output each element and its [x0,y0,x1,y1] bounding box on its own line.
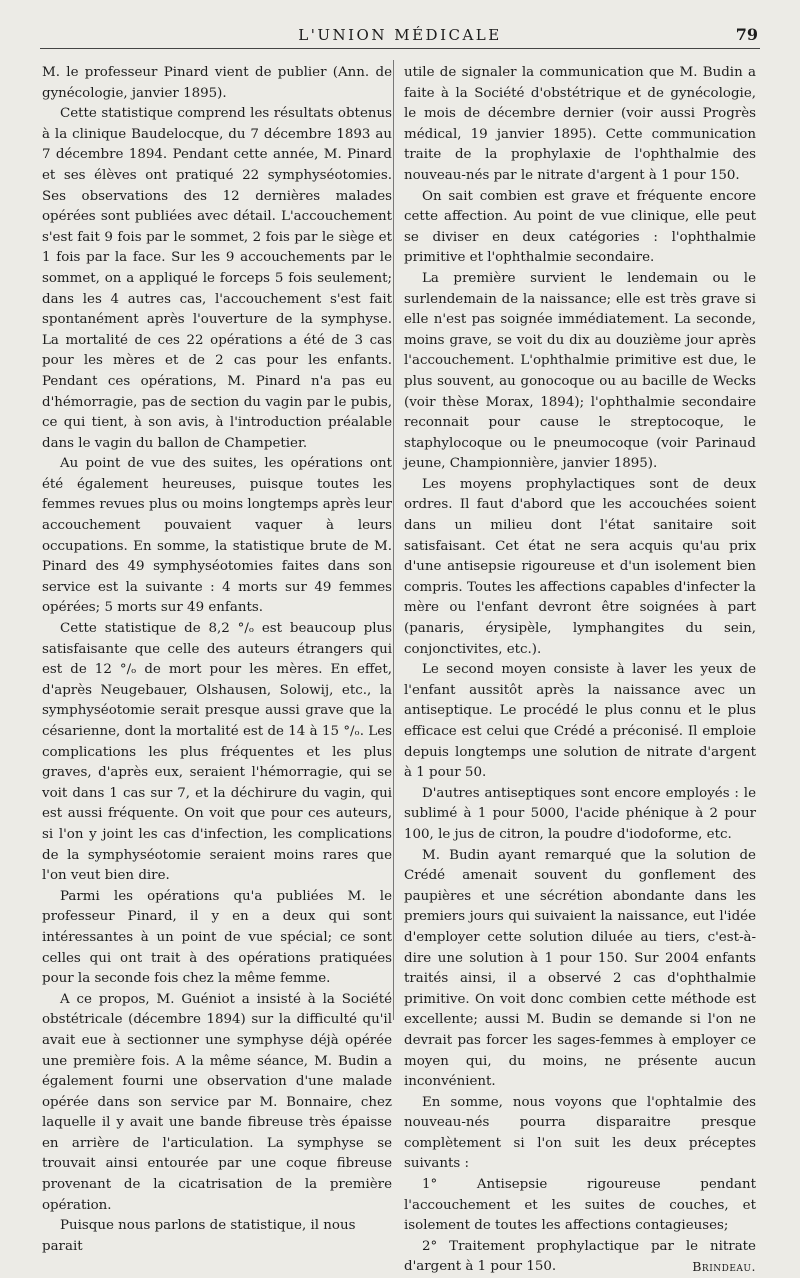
paragraph: Les moyens prophylactiques sont de deux ordres. Il faut d'abord que les accouchées soient dans un milieu dont l'état sanitaire soit satisfaisant. Cet état ne sera acquis qu'au prix d'une antisepsie rigoureuse et d'un isolement bien compris. Toutes les affections capables d'infecter la mère ou l'enfant devront être soignées à part (panaris, érysipèle, lymphangites du sein, conjonctivites, etc.). [404,476,756,657]
final-paragraph [404,1237,756,1278]
column-divider [393,60,394,1020]
left-column [42,63,392,1257]
paragraph: Le second moyen consiste à laver les yeux de l'enfant aussitôt après la naissance avec un antiseptique. Le procédé le plus connu et le plus efficace est celui que Crédé a préconisé. Il emploie depuis longtemps une solution de nitrate d'argent à 1 pour 50. [404,662,756,781]
paragraph: A ce propos, M. Guéniot a insisté à la Société obstétricale (décembre 1894) sur la difficulté qu'il avait eue à sectionner une symphyse déjà opérée une première fois. A la même séance, M. Budin a également fourni une observation d'une malade opérée dans son service par M. Bonnaire, chez laquelle il y avait une bande fibreuse très épaisse en arrière de l'articulation. La symphyse se trouvait ainsi entourée par une coque fibreuse provenant de la cicatrisation de la première opération. [42,991,392,1213]
paragraph: En somme, nous voyons que l'ophtalmie des nouveau-nés pourra disparaitre presque complètement si l'on suit les deux préceptes suivants : [404,1094,756,1172]
header-rule [40,48,760,49]
running-title: L'UNION MÉDICALE [298,26,502,44]
paragraph: Parmi les opérations qu'a publiées M. le professeur Pinard, il y en a deux qui sont intéressantes à un point de vue spécial; ce sont celles qui ont trait à des opérations pratiquées pour la seconde fois chez la même femme. [42,888,392,987]
paragraph: Au point de vue des suites, les opérations ont été également heureuses, puisque toutes les femmes revues plus ou moins longtemps après leur accouchement pouvaient vaquer à leurs occupations. En somme, la statistique brute de M. Pinard des 49 symphyséotomies faites dans son service est la suivante : 4 morts sur 49 femmes opérées; 5 morts sur 49 enfants. [42,456,392,616]
paragraph: La première survient le lendemain ou le surlendemain de la naissance; elle est très grave si elle n'est pas soignée immédiatement. La seconde, moins grave, se voit du dix au douzième jour après l'accouchement. L'ophthalmie primitive est due, le plus souvent, au gonocoque ou au bacille de Wecks (voir thèse Morax, 1894); l'ophthalmie secondaire reconnait pour cause le streptocoque, le staphylocoque ou le pneumocoque (voir Parinaud jeune, Championnière, janvier 1895). [404,270,756,472]
page-number: 79 [735,25,758,44]
running-head [40,22,760,50]
paragraph: On sait combien est grave et fréquente encore cette affection. Au point de vue clinique, elle peut se diviser en deux catégories : l'ophthalmie primitive et l'ophthalmie secondaire. [404,188,756,266]
paragraph: 1° Antisepsie rigoureuse pendant l'accouchement et les suites de couches, et isolement de toutes les affections contagieuses; [404,1177,756,1234]
paragraph: M. le professeur Pinard vient de publier (Ann. de gynécologie, janvier 1895). [42,65,392,101]
right-column [404,63,756,1278]
paragraph: utile de signaler la communication que M. Budin a faite à la Société d'obstétrique et de gynécologie, le mois de décembre dernier (voir aussi Progrès médical, 19 janvier 1895). Cette communication traite de la prophylaxie de l'ophthalmie des nouveau-nés par le nitrate d'argent à 1 pour 150. [404,65,756,183]
paragraph: Cette statistique comprend les résultats obtenus à la clinique Baudelocque, du 7 décembre 1893 au 7 décembre 1894. Pendant cette année, M. Pinard et ses élèves ont pratiqué 22 symphyséotomies. Ses observations des 12 dernières malades opérées sont publiées avec détail. L'accouchement s'est fait 9 fois par le sommet, 2 fois par le siège et 1 fois par la face. Sur les 9 accouchements par le sommet, on a appliqué le forceps 5 fois seulement; dans les 4 autres cas, l'accouchement s'est fait spontanément après l'ouverture de la symphyse. La mortalité de ces 22 opérations a été de 3 cas pour les mères et de 2 cas pour les enfants. Pendant ces opérations, M. Pinard n'a pas eu d'hémorragie, pas de section du vagin par le pubis, ce qui tient, à son avis, à l'introduction préalable dans le vagin du ballon de Champetier. [42,106,392,451]
author-signature: Brindeau. [692,1259,756,1275]
paragraph: Cette statistique de 8,2 °/ₒ est beaucoup plus satisfaisante que celle des auteurs étrangers qui est de 12 °/ₒ de mort pour les mères. En effet, d'après Neugebauer, Olshausen, Solowij, etc., la symphyséotomie serait presque aussi grave que la césarienne, dont la mortalité est de 14 à 15 °/ₒ. Les complications les plus fréquentes et les plus graves, d'après eux, seraient l'hémorragie, qui se voit dans 1 cas sur 7, et la déchirure du vagin, qui est aussi fréquente. On voit que pour ces auteurs, si l'on y joint les cas d'infection, les complications de la symphyséotomie seraient moins rares que l'on veut bien dire. [42,621,392,884]
paragraph: Puisque nous parlons de statistique, il nous parait [42,1218,356,1254]
paragraph: M. Budin ayant remarqué que la solution de Crédé amenait souvent du gonflement des paupières et une sécrétion abondante dans les premiers jours qui suivaient la naissance, eut l'idée d'employer cette solution diluée au tiers, c'est-à-dire une solution à 1 pour 150. Sur 2004 enfants traités ainsi, il a observé 2 cas d'ophthalmie primitive. On voit donc combien cette méthode est excellente; aussi M. Budin se demande si l'on ne devrait pas forcer les sages-femmes à employer ce moyen qui, du moins, ne présente aucun inconvénient. [404,847,756,1090]
paragraph-text: 2° Traitement prophylactique par le nitrate d'argent à 1 pour 150. [404,1238,756,1275]
paragraph: D'autres antiseptiques sont encore employés : le sublimé à 1 pour 5000, l'acide phénique à 2 pour 100, le jus de citron, la poudre d'iodoforme, etc. [404,785,756,842]
